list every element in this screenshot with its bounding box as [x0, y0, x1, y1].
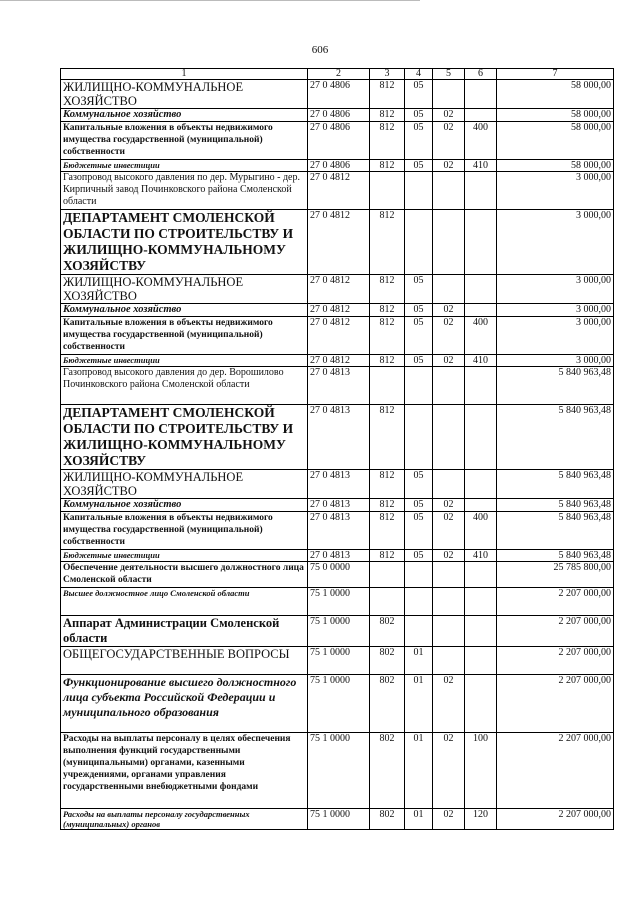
table-row [61, 405, 614, 470]
row-csr-cell: 27 0 4812 [308, 355, 370, 367]
row-pr-cell [433, 80, 465, 109]
row-sum-cell: 3 000,00 [497, 355, 614, 367]
row-sum-cell: 58 000,00 [497, 80, 614, 109]
row-rz-cell [405, 367, 433, 405]
row-pr-cell: 02 [433, 160, 465, 172]
row-name-cell: Газопровод высокого давления до дер. Ворошилово Починковского района Смоленской области [61, 367, 308, 405]
row-rz-cell [405, 588, 433, 616]
row-rz-cell [405, 562, 433, 588]
row-vr-cell [465, 304, 497, 317]
row-pr-cell: 02 [433, 304, 465, 317]
row-name-cell: Капитальные вложения в объекты недвижимого имущества государственной (муниципальной) собственности [61, 122, 308, 160]
row-name-cell: Капитальные вложения в объекты недвижимого имущества государственной (муниципальной) собственности [61, 317, 308, 355]
table-row [61, 275, 614, 304]
row-sum-cell: 3 000,00 [497, 275, 614, 304]
row-csr-cell: 75 1 0000 [308, 588, 370, 616]
row-pr-cell [433, 562, 465, 588]
row-grbs-cell: 812 [370, 109, 405, 122]
row-name-cell: Обеспечение деятельности высшего должностного лица Смоленской области [61, 562, 308, 588]
row-pr-cell: 02 [433, 809, 465, 830]
row-vr-cell [465, 675, 497, 733]
row-grbs-cell: 802 [370, 647, 405, 675]
page-number: 606 [311, 44, 329, 56]
row-grbs-cell: 812 [370, 122, 405, 160]
budget-table [60, 68, 614, 830]
top-rule [0, 0, 420, 1]
row-csr-cell: 27 0 4812 [308, 317, 370, 355]
row-name-cell: Коммунальное хозяйство [61, 109, 308, 122]
row-csr-cell: 75 1 0000 [308, 647, 370, 675]
header-cell: 7 [497, 69, 614, 80]
row-csr-cell: 27 0 4813 [308, 499, 370, 512]
row-rz-cell: 01 [405, 809, 433, 830]
row-rz-cell [405, 616, 433, 647]
row-pr-cell: 02 [433, 355, 465, 367]
row-sum-cell: 5 840 963,48 [497, 470, 614, 499]
row-pr-cell [433, 470, 465, 499]
row-grbs-cell: 812 [370, 512, 405, 550]
row-name-cell: ЖИЛИЩНО-КОММУНАЛЬНОЕ ХОЗЯЙСТВО [61, 470, 308, 499]
row-grbs-cell: 812 [370, 275, 405, 304]
row-grbs-cell [370, 562, 405, 588]
row-pr-cell [433, 367, 465, 405]
row-pr-cell: 02 [433, 675, 465, 733]
row-vr-cell [465, 172, 497, 210]
table-row [61, 367, 614, 405]
row-vr-cell [465, 109, 497, 122]
table-row [61, 172, 614, 210]
row-grbs-cell: 812 [370, 210, 405, 275]
row-rz-cell: 05 [405, 122, 433, 160]
row-sum-cell: 58 000,00 [497, 122, 614, 160]
row-sum-cell: 5 840 963,48 [497, 550, 614, 562]
row-vr-cell [465, 470, 497, 499]
row-name-cell: Коммунальное хозяйство [61, 304, 308, 317]
row-grbs-cell: 812 [370, 499, 405, 512]
row-vr-cell [465, 405, 497, 470]
row-sum-cell: 2 207 000,00 [497, 733, 614, 809]
row-grbs-cell: 812 [370, 470, 405, 499]
row-vr-cell [465, 588, 497, 616]
table-row [61, 122, 614, 160]
row-sum-cell: 58 000,00 [497, 160, 614, 172]
row-vr-cell: 410 [465, 160, 497, 172]
row-name-cell: Аппарат Администрации Смоленской области [61, 616, 308, 647]
table-row [61, 512, 614, 550]
row-grbs-cell: 812 [370, 80, 405, 109]
row-sum-cell: 25 785 800,00 [497, 562, 614, 588]
header-cell: 1 [61, 69, 308, 80]
row-vr-cell: 120 [465, 809, 497, 830]
row-csr-cell: 75 1 0000 [308, 675, 370, 733]
row-csr-cell: 27 0 4812 [308, 275, 370, 304]
table-row [61, 470, 614, 499]
row-pr-cell: 02 [433, 122, 465, 160]
table-row [61, 675, 614, 733]
row-pr-cell: 02 [433, 512, 465, 550]
table-row [61, 210, 614, 275]
row-sum-cell: 2 207 000,00 [497, 616, 614, 647]
row-csr-cell: 27 0 4812 [308, 172, 370, 210]
row-grbs-cell: 812 [370, 355, 405, 367]
row-pr-cell: 02 [433, 733, 465, 809]
row-vr-cell: 400 [465, 317, 497, 355]
header-cell: 4 [405, 69, 433, 80]
row-vr-cell: 400 [465, 512, 497, 550]
row-csr-cell: 27 0 4806 [308, 109, 370, 122]
row-sum-cell: 3 000,00 [497, 172, 614, 210]
row-grbs-cell: 812 [370, 160, 405, 172]
row-csr-cell: 27 0 4806 [308, 160, 370, 172]
row-name-cell: Высшее должностное лицо Смоленской области [61, 588, 308, 616]
row-rz-cell: 05 [405, 355, 433, 367]
row-vr-cell: 400 [465, 122, 497, 160]
row-vr-cell [465, 275, 497, 304]
row-grbs-cell: 802 [370, 675, 405, 733]
row-grbs-cell [370, 172, 405, 210]
row-name-cell: Коммунальное хозяйство [61, 499, 308, 512]
row-csr-cell: 27 0 4806 [308, 122, 370, 160]
table-row [61, 355, 614, 367]
table-row [61, 304, 614, 317]
row-csr-cell: 75 0 0000 [308, 562, 370, 588]
row-name-cell: Бюджетные инвестиции [61, 550, 308, 562]
row-rz-cell: 01 [405, 675, 433, 733]
row-sum-cell: 2 207 000,00 [497, 675, 614, 733]
row-pr-cell [433, 588, 465, 616]
row-vr-cell [465, 210, 497, 275]
row-rz-cell: 05 [405, 499, 433, 512]
row-grbs-cell: 802 [370, 809, 405, 830]
row-name-cell: Бюджетные инвестиции [61, 160, 308, 172]
row-pr-cell [433, 275, 465, 304]
row-grbs-cell: 802 [370, 616, 405, 647]
row-name-cell: ЖИЛИЩНО-КОММУНАЛЬНОЕ ХОЗЯЙСТВО [61, 275, 308, 304]
row-grbs-cell: 812 [370, 317, 405, 355]
row-sum-cell: 2 207 000,00 [497, 647, 614, 675]
row-grbs-cell: 812 [370, 550, 405, 562]
row-vr-cell [465, 499, 497, 512]
row-rz-cell: 05 [405, 470, 433, 499]
row-vr-cell: 410 [465, 550, 497, 562]
row-rz-cell: 01 [405, 647, 433, 675]
row-name-cell: ОБЩЕГОСУДАРСТВЕННЫЕ ВОПРОСЫ [61, 647, 308, 675]
row-name-cell: Бюджетные инвестиции [61, 355, 308, 367]
row-name-cell: Функционирование высшего должностного лица субъекта Российской Федерации и муниципального образования [61, 675, 308, 733]
row-name-cell: Расходы на выплаты персоналу в целях обеспечения выполнения функций государственными (муниципальными) органами, казенными учреждениями, органами управления государственными внебюджетными фондами [61, 733, 308, 809]
row-vr-cell [465, 80, 497, 109]
header-cell: 6 [465, 69, 497, 80]
row-name-cell: ЖИЛИЩНО-КОММУНАЛЬНОЕ ХОЗЯЙСТВО [61, 80, 308, 109]
row-csr-cell: 27 0 4813 [308, 550, 370, 562]
row-sum-cell: 3 000,00 [497, 317, 614, 355]
row-csr-cell: 27 0 4806 [308, 80, 370, 109]
row-pr-cell [433, 172, 465, 210]
row-vr-cell: 410 [465, 355, 497, 367]
row-csr-cell: 27 0 4813 [308, 470, 370, 499]
row-pr-cell: 02 [433, 499, 465, 512]
row-csr-cell: 27 0 4812 [308, 304, 370, 317]
row-name-cell: ДЕПАРТАМЕНТ СМОЛЕНСКОЙ ОБЛАСТИ ПО СТРОИТЕЛЬСТВУ И ЖИЛИЩНО-КОММУНАЛЬНОМУ ХОЗЯЙСТВУ [61, 405, 308, 470]
row-rz-cell: 05 [405, 512, 433, 550]
row-rz-cell: 05 [405, 160, 433, 172]
row-grbs-cell [370, 588, 405, 616]
row-sum-cell: 5 840 963,48 [497, 405, 614, 470]
table-row [61, 647, 614, 675]
header-cell: 3 [370, 69, 405, 80]
row-rz-cell: 05 [405, 550, 433, 562]
row-pr-cell [433, 616, 465, 647]
row-vr-cell [465, 647, 497, 675]
row-rz-cell: 01 [405, 733, 433, 809]
header-cell: 5 [433, 69, 465, 80]
table-row [61, 562, 614, 588]
row-vr-cell [465, 367, 497, 405]
row-pr-cell [433, 405, 465, 470]
row-pr-cell [433, 647, 465, 675]
row-sum-cell: 3 000,00 [497, 210, 614, 275]
row-rz-cell [405, 405, 433, 470]
row-rz-cell: 05 [405, 80, 433, 109]
row-vr-cell: 100 [465, 733, 497, 809]
row-grbs-cell: 802 [370, 733, 405, 809]
row-csr-cell: 27 0 4813 [308, 512, 370, 550]
row-grbs-cell: 812 [370, 304, 405, 317]
row-sum-cell: 5 840 963,48 [497, 367, 614, 405]
row-grbs-cell [370, 367, 405, 405]
row-csr-cell: 27 0 4812 [308, 210, 370, 275]
row-rz-cell [405, 210, 433, 275]
row-rz-cell: 05 [405, 304, 433, 317]
row-sum-cell: 5 840 963,48 [497, 499, 614, 512]
table-row [61, 109, 614, 122]
row-csr-cell: 27 0 4813 [308, 367, 370, 405]
row-sum-cell: 2 207 000,00 [497, 588, 614, 616]
row-pr-cell: 02 [433, 317, 465, 355]
row-csr-cell: 75 1 0000 [308, 733, 370, 809]
row-grbs-cell: 812 [370, 405, 405, 470]
row-pr-cell: 02 [433, 550, 465, 562]
table-row [61, 499, 614, 512]
row-sum-cell: 58 000,00 [497, 109, 614, 122]
table-row [61, 588, 614, 616]
table-row [61, 733, 614, 809]
table-row [61, 80, 614, 109]
row-rz-cell: 05 [405, 109, 433, 122]
table-row [61, 616, 614, 647]
row-rz-cell [405, 172, 433, 210]
row-csr-cell: 75 1 0000 [308, 809, 370, 830]
row-sum-cell: 3 000,00 [497, 304, 614, 317]
row-vr-cell [465, 616, 497, 647]
row-name-cell: Расходы на выплаты персоналу государственных (муниципальных) органов [61, 809, 308, 830]
table-row [61, 317, 614, 355]
row-csr-cell: 75 1 0000 [308, 616, 370, 647]
header-row [61, 69, 614, 80]
row-name-cell: ДЕПАРТАМЕНТ СМОЛЕНСКОЙ ОБЛАСТИ ПО СТРОИТЕЛЬСТВУ И ЖИЛИЩНО-КОММУНАЛЬНОМУ ХОЗЯЙСТВУ [61, 210, 308, 275]
row-rz-cell: 05 [405, 275, 433, 304]
table-row [61, 550, 614, 562]
row-pr-cell: 02 [433, 109, 465, 122]
row-pr-cell [433, 210, 465, 275]
row-vr-cell [465, 562, 497, 588]
table-row [61, 160, 614, 172]
row-sum-cell: 2 207 000,00 [497, 809, 614, 830]
table-row [61, 809, 614, 830]
row-csr-cell: 27 0 4813 [308, 405, 370, 470]
row-sum-cell: 5 840 963,48 [497, 512, 614, 550]
row-rz-cell: 05 [405, 317, 433, 355]
header-cell: 2 [308, 69, 370, 80]
row-name-cell: Газопровод высокого давления по дер. Мурыгино - дер. Кирпичный завод Починковского района Смоленской области [61, 172, 308, 210]
row-name-cell: Капитальные вложения в объекты недвижимого имущества государственной (муниципальной) собственности [61, 512, 308, 550]
